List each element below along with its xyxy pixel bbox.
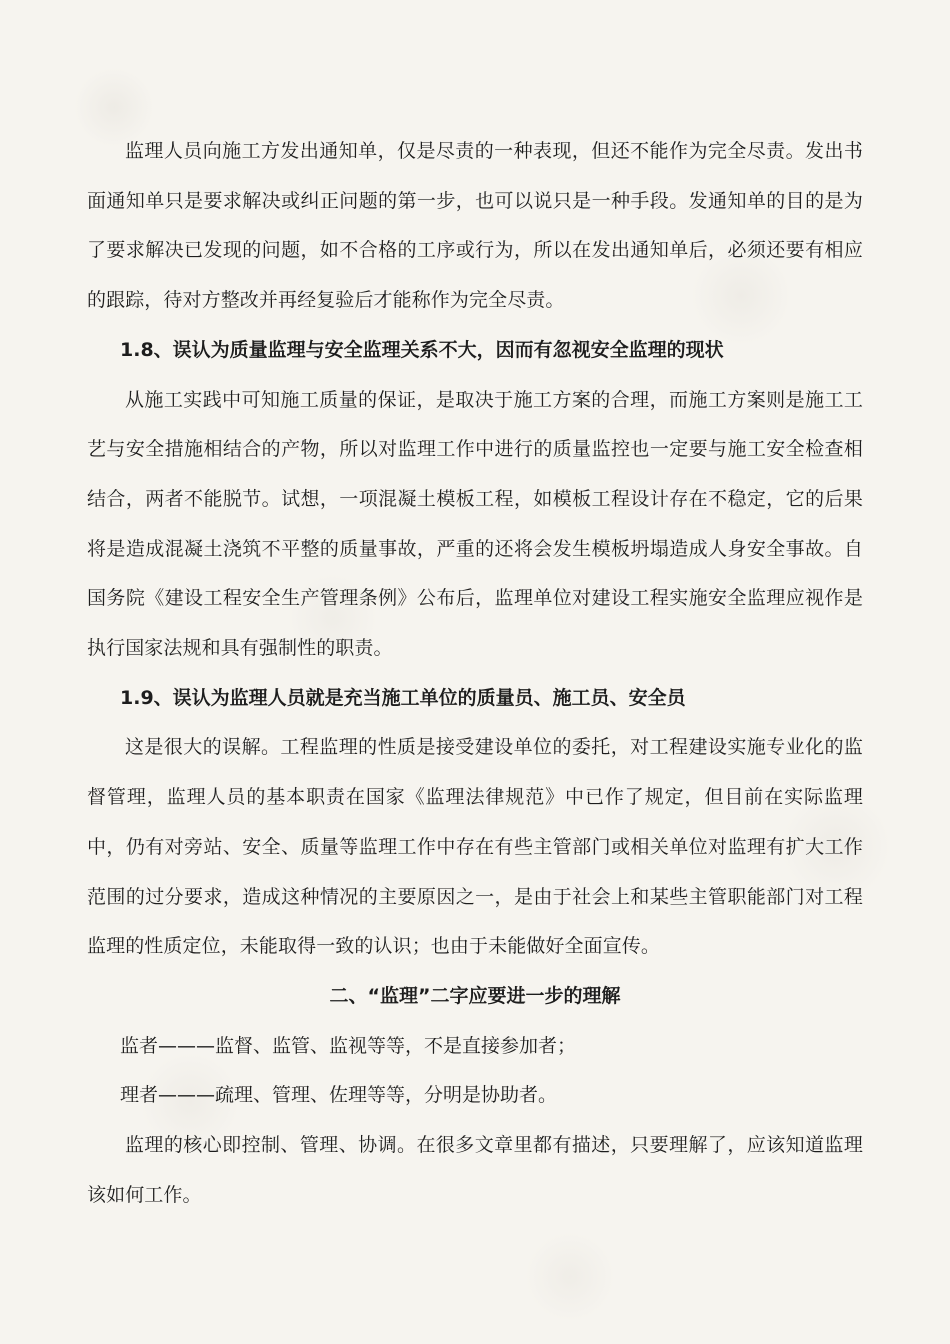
section-heading-1-9: 1.9、误认为监理人员就是充当施工单位的质量员、施工员、安全员 [120,686,686,709]
definition-li: 理者———疏理、管理、佐理等等，分明是协助者。 [120,1084,558,1107]
section-heading-2: 二、“监理”二字应要进一步的理解 [329,984,621,1007]
paragraph-misunderstanding: 这是很大的误解。工程监理的性质是接受建设单位的委托，对工程建设实施专业化的监督管理，监理人员的基本职责在国家《监理法律规范》中已作了规定，但目前在实际监理中，仍有对旁站、安全、质量等监理工作中存在有些主管部门或相关单位对监理有扩大工作范围的过分要求，造成这种情况的主要原因之一，是由于社会上和某些主管职能部门对工程监理的性质定位，未能取得一致的认识；也由于未能做好全面宣传。 [87,736,863,958]
definition-jian: 监者———监督、监管、监视等等，不是直接参加者； [120,1034,577,1057]
paragraph-notice-responsibility: 监理人员向施工方发出通知单，仅是尽责的一种表现，但还不能作为完全尽责。发出书面通知单只是要求解决或纠正问题的第一步，也可以说只是一种手段。发通知单的目的是为了要求解决已发现的问题，如不合格的工序或行为，所以在发出通知单后，必须还要有相应的跟踪，待对方整改并再经复验后才能称作为完全尽责。 [87,140,863,312]
paragraph-quality-safety: 从施工实践中可知施工质量的保证，是取决于施工方案的合理，而施工方案则是施工工艺与安全措施相结合的产物，所以对监理工作中进行的质量监控也一定要与施工安全检查相结合，两者不能脱节。试想，一项混凝土模板工程，如模板工程设计存在不稳定，它的后果将是造成混凝土浇筑不平整的质量事故，严重的还将会发生模板坍塌造成人身安全事故。自国务院《建设工程安全生产管理条例》公布后，监理单位对建设工程实施安全监理应视作是执行国家法规和具有强制性的职责。 [87,388,863,660]
document-page [87,127,863,1220]
paragraph-core-of-supervision: 监理的核心即控制、管理、协调。在很多文章里都有描述，只要理解了，应该知道监理该如何工作。 [87,1134,863,1206]
section-heading-1-8: 1.8、误认为质量监理与安全监理关系不大，因而有忽视安全监理的现状 [120,338,724,361]
